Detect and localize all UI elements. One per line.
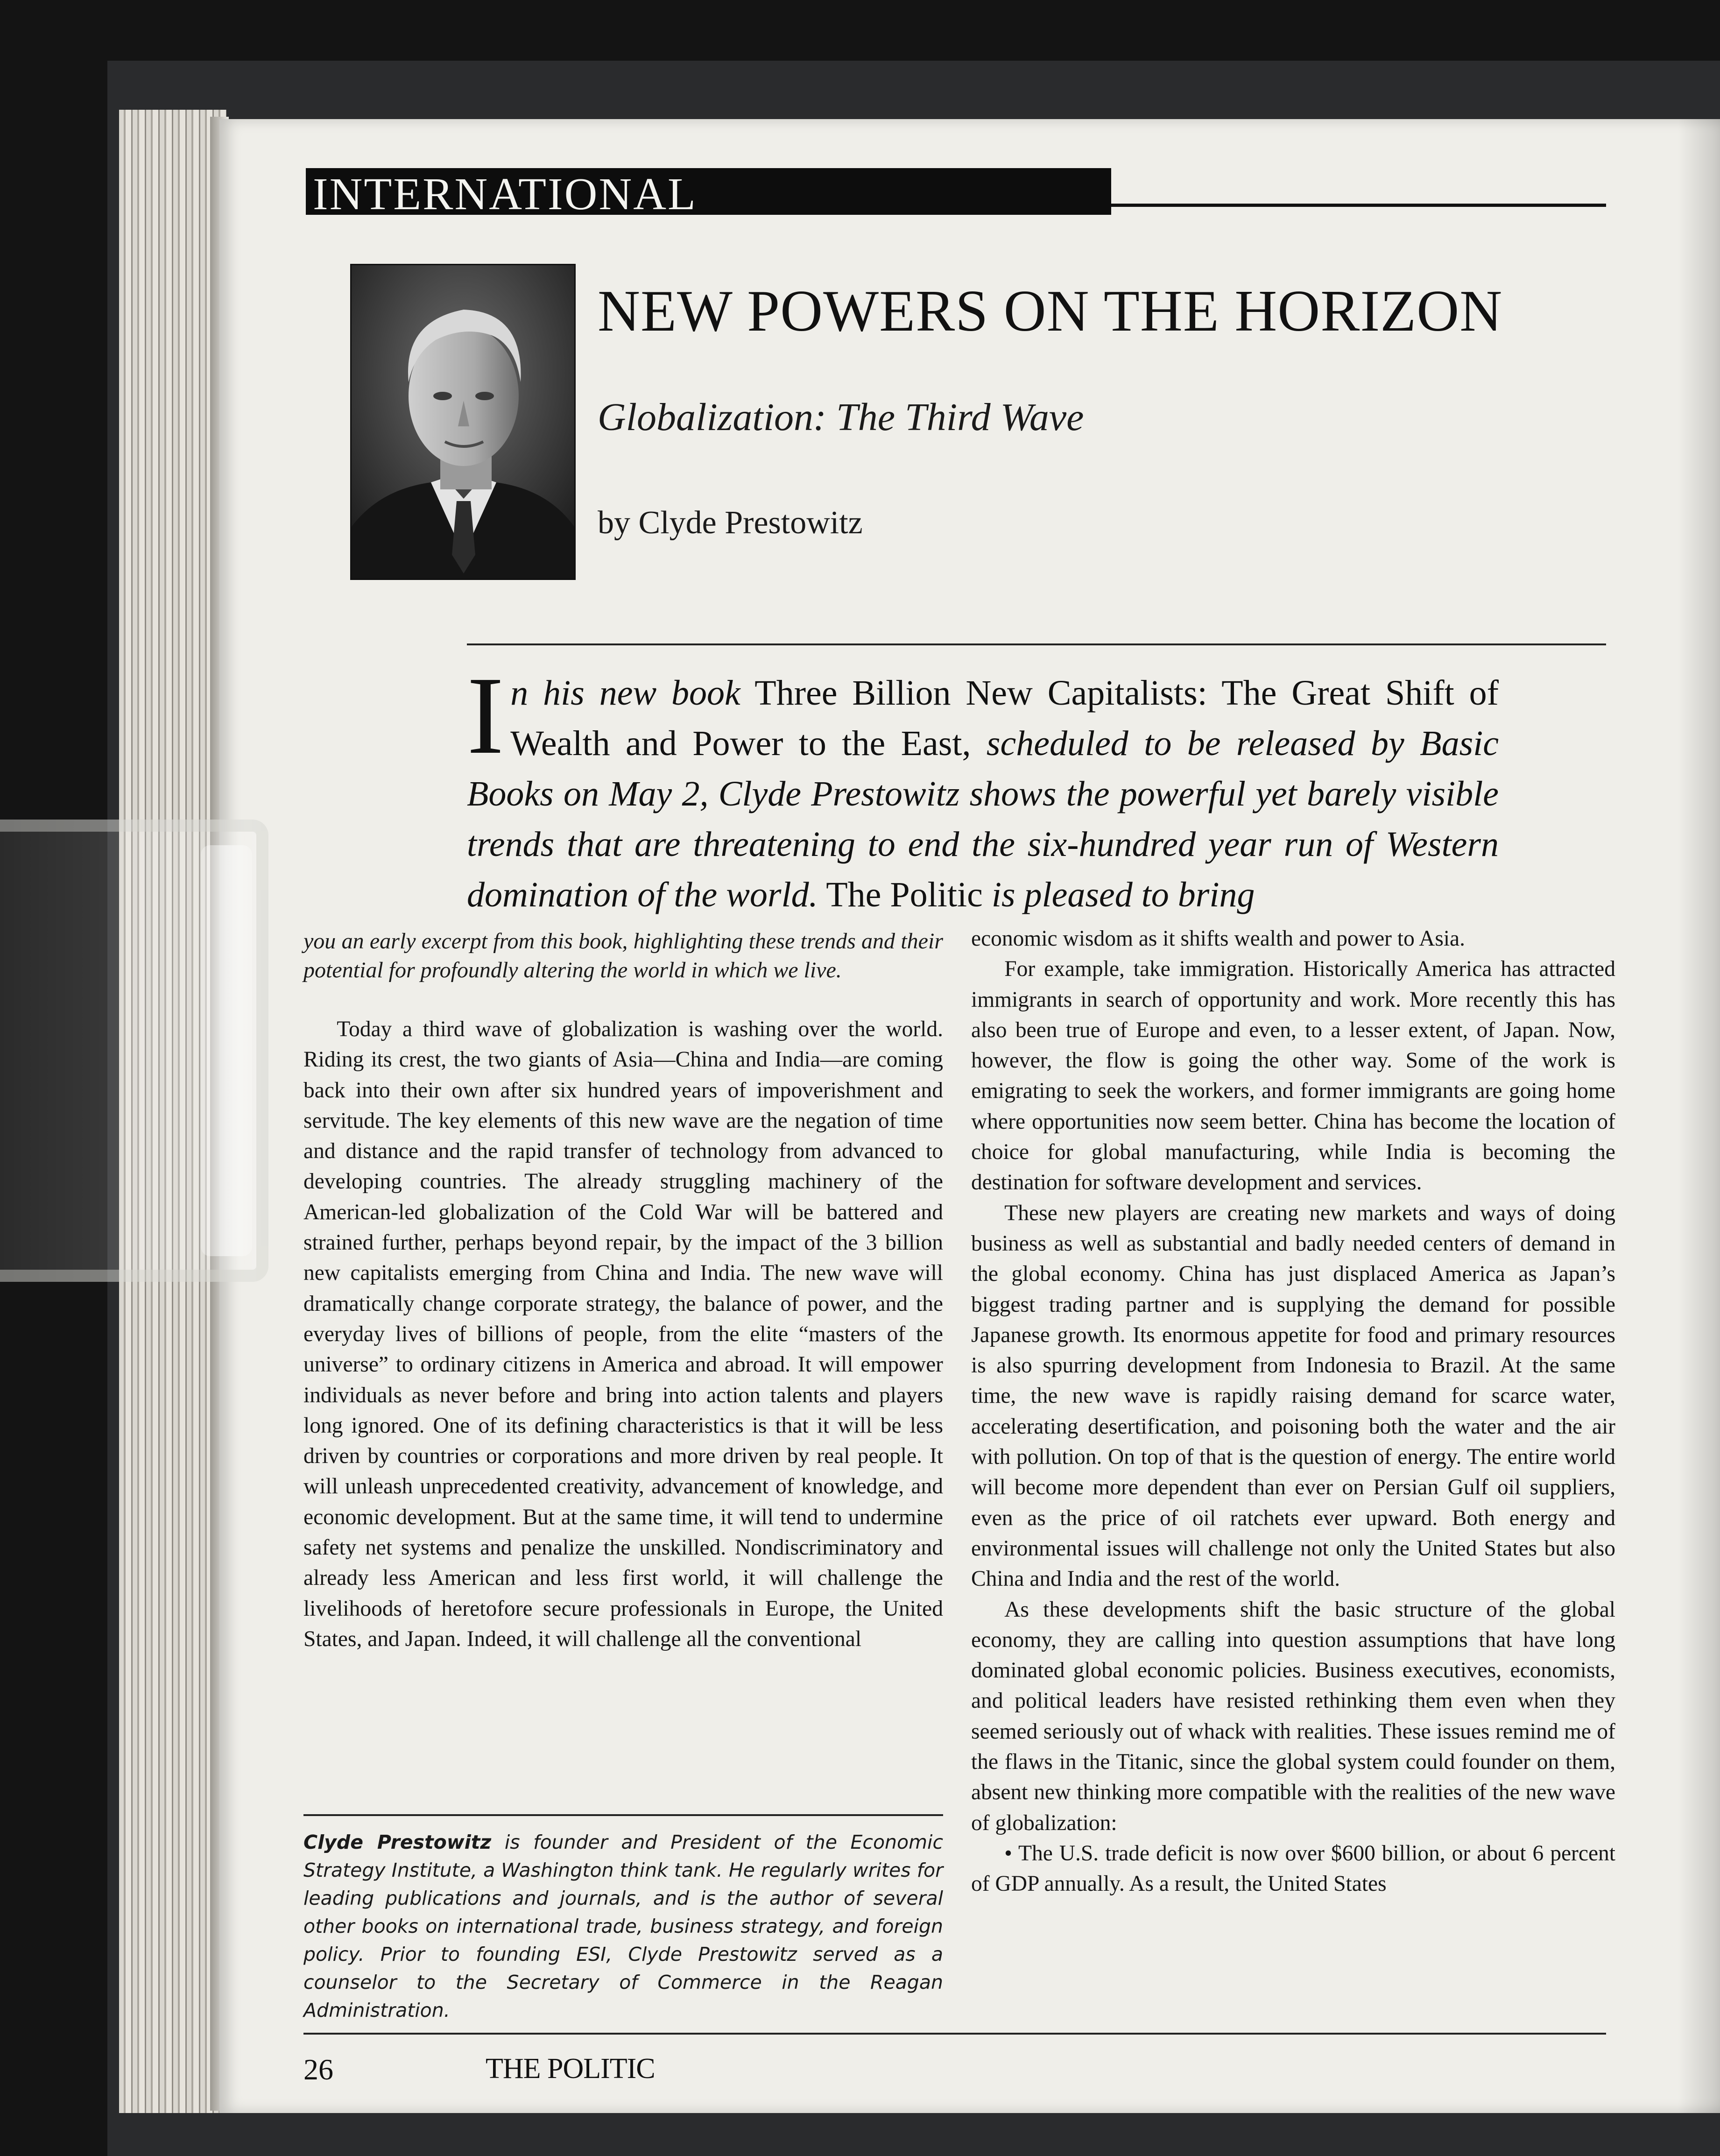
intro-deck-continuation: you an early excerpt from this book, highlighting these trends and their potential for profoundly altering the world in which we live. [303,929,943,983]
body-column-right [971,924,1615,2035]
author-portrait [350,264,576,580]
page-number: 26 [303,2053,333,2086]
paragraph: As these developments shift the basic structure of the global economy, they are calling into question assumptions that have long dominated global economic policies. Business executives, economists, and political leaders have resisted rethinking them even when they seemed seriously out of whack with realities. These issues remind me of the flaws in the Titanic, since the global system could founder on them, absent new thinking more compatible with the realities of the new wave of globalization: [971,1597,1615,1835]
article-subtitle: Globalization: The Third Wave [598,396,1084,439]
paragraph: economic wisdom as it shifts wealth and power to Asia. [971,926,1466,951]
header-rule [1111,204,1606,207]
binder-clip-bar [201,845,252,1256]
book-title: Three Billion New Capitalists: The Great Shift of Wealth and Power to the East, [510,673,1499,763]
paragraph: For example, take immigration. Historically America has attracted immigrants in search of opportunity and work. More recently this has also been true of Europe and even, to a lesser extent, of Japan. Now, however, the flow is going the other way. Some of the work is emigrating to seek the workers, and former immigrants are going home where opportunities now seem better. China has become the location of choice for global manufacturing, while India is becoming the destination for software development and services. [971,957,1615,1195]
page-curl-shadow [1678,119,1720,2113]
section-label: INTERNATIONAL [313,169,697,219]
author-portrait-icon [352,265,574,579]
bio-author-name: Clyde Prestowitz [303,1831,492,1853]
deck-body: scheduled to be released by Basic Books on May 2, Clyde Prestowitz shows the powerful yet barely visible trends that are threatening to end the six-hundred year run of Western domination of the world. [467,724,1499,914]
byline: by Clyde Prestowitz [598,505,863,541]
deck-tail: is pleased to bring [991,875,1255,914]
article-title: NEW POWERS ON THE HORIZON [598,279,1503,344]
footer-rule [303,2033,1606,2035]
paragraph: These new players are creating new markets and ways of doing business as well as substantial and badly needed centers of demand in the global economy. China has just displaced America as Japan’s biggest trading partner and is supplying the demand for possible Japanese growth. Its enormous appetite for food and primary resources is also spurring development from Indonesia to Brazil. At the same time, the new wave is rapidly raising demand for scarce water, accelerating desertification, and poisoning both the water and the air with pollution. On top of that is the question of energy. The entire world will become more dependent than ever on Persian Gulf oil suppliers, even as the price of oil ratchets ever upward. Both energy and environmental issues will challenge not only the United States but also China and India and the rest of the world. [971,1201,1615,1591]
author-bio [303,1828,943,2024]
title-rule [467,643,1606,645]
bullet-paragraph: • The U.S. trade deficit is now over $600 billion, or about 6 percent of GDP annually. As a result, the United States [971,1841,1615,1896]
intro-deck [467,654,1499,920]
deck-lead: n his new book [510,673,740,713]
magazine-name: The Politic [826,875,983,914]
paragraph: Today a third wave of globalization is washing over the world. Riding its crest, the two giants of Asia—China and India—are coming back into their own after six hundred years of impoverishment and servitude. The key elements of this new wave are the negation of time and distance and the rapid transfer of technology from advanced to developing countries. The already struggling machinery of the American-led globalization of the Cold War will be battered and strained further, perhaps beyond repair, by the impact of the 3 billion new capitalists emerging from China and India. The new wave will dramatically change corporate strategy, the balance of power, and the everyday lives of billions of people, from the elite “masters of the universe” to ordinary citizens in America and abroad. It will empower individuals as never before and bring into action talents and players long ignored. One of its defining characteristics is that it will be less driven by countries or corporations and more driven by real people. It will unleash unprecedented creativity, advancement of knowledge, and economic development. But at the same time, it will tend to undermine safety net systems and penalize the unskilled. Nondiscriminatory and already less American and less first world, it will challenge the livelihoods of heretofore secure professionals in Europe, the United States, and Japan. Indeed, it will challenge all the conventional [303,1017,943,1651]
bio-rule [303,1814,943,1816]
body-column-left [303,1014,943,1799]
magazine-footer-title: THE POLITIC [486,2053,655,2085]
bio-text: is founder and President of the Economic Strategy Institute, a Washington think tank. He regularly writes for leading publications and journals, and is the author of several other books on international trade, business strategy, and foreign policy. Prior to founding ESI, Clyde Prestowitz served as a counselor to the Secretary of Commerce in the Reagan Administration. [303,1831,943,2022]
drop-cap: I [467,654,504,777]
